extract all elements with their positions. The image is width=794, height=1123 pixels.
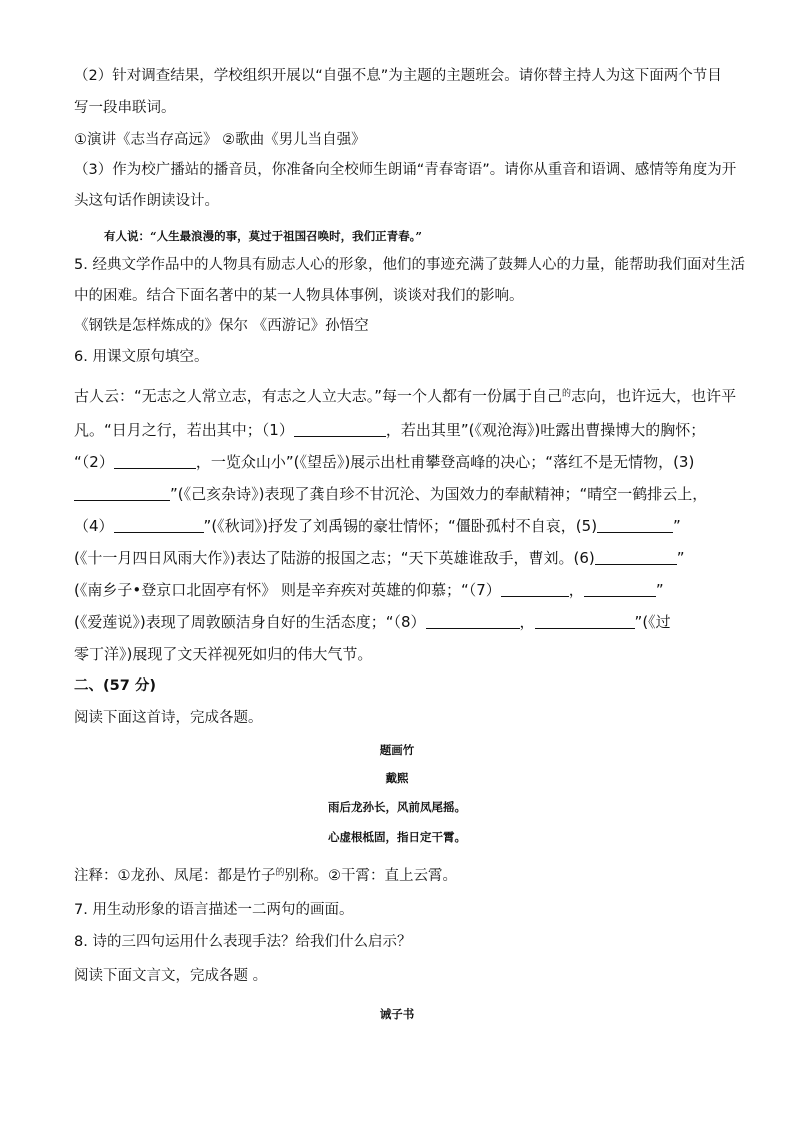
poem-line-2: 心虚根柢固，指日定干霄。 [328,830,466,844]
q6-line7-text-c: ” [655,581,664,599]
q6-line7-text-b: ， [568,581,584,599]
blank-2[interactable] [114,454,196,469]
q4-part2-line2: 写一段串联词。 [74,100,176,116]
blank-5[interactable] [597,518,673,533]
q6-line2-text-a: 凡。“日月之行，若出其中；（1） [74,421,294,439]
q6-line4 [74,484,707,504]
poem-title: 题画竹 [379,743,415,757]
q6-line9: 零丁洋》)展现了文天祥视死如归的伟大气节。 [74,645,373,663]
blank-6[interactable] [595,550,677,565]
q4-part3-line1: （3）作为校广播站的播音员，你准备向全校师生朗诵“青春寄语”。请你从重音和语调、感情等角度为开 [74,162,737,178]
q6-line5-text-b: ”(《秋词》)抒发了刘禹锡的豪壮情怀；“僵卧孤村不自哀，(5) [203,517,598,535]
q6-line5-text-c: ” [673,517,681,535]
blank-3[interactable] [74,486,170,501]
section-2-heading: 二、(57 分) [74,678,156,694]
section-2-intro: 阅读下面这首诗，完成各题。 [74,710,263,726]
blank-7b[interactable] [584,582,656,597]
q6-line2 [74,420,705,440]
q6-line1 [74,386,736,409]
q4-part3-line2: 头这句话作朗读设计。 [74,193,219,209]
q4-part2-line1: （2）针对调查结果，学校组织开展以“自强不息”为主题的主题班会。请你替主持人为这下面两个节目 [74,68,722,84]
q6-line8-text-b: ， [519,613,535,631]
blank-1[interactable] [294,422,386,437]
q4-programs: ①演讲《志当存高远》 ②歌曲《男儿当自强》 [74,132,366,148]
poem-note-text-b: 别称。②干霄：直上云霄。 [284,868,458,884]
poem-note-sup: 的 [275,868,285,878]
q6-line3-text-b: ，一览众山小”(《望岳》)展示出杜甫攀登高峰的决心；“落红不是无情物，(3) [195,453,695,471]
q5-books: 《钢铁是怎样炼成的》保尔 《西游记》孙悟空 [74,318,369,334]
q6-line4-text-b: ”(《己亥杂诗》)表现了龚自珍不甘沉沦、为国效力的奉献精神；“晴空一鹤排云上， [170,485,708,503]
q6-line6 [74,548,685,568]
poem-line-1: 雨后龙孙长，风前凤尾摇。 [328,800,466,814]
blank-8a[interactable] [426,614,520,629]
blank-8b[interactable] [535,614,635,629]
wenyan-intro: 阅读下面文言文，完成各题 。 [74,968,268,984]
q4-quote: 有人说：“人生最浪漫的事，莫过于祖国召唤时，我们正青春。” [104,229,422,243]
q5-line1: 5. 经典文学作品中的人物具有励志人心的形象，他们的事迹充满了鼓舞人心的力量，能帮助我们面对生活 [74,257,745,273]
poem-note [74,866,457,888]
q6-line8 [74,612,671,632]
q6-line3-text-a: “（2） [74,453,114,471]
q6-line1-text-a: 古人云：“无志之人常立志，有志之人立大志。”每一个人都有一份属于自己 [74,387,563,405]
q6-line8-text-a: (《爱莲说》)表现了周敦颐洁身自好的生活态度；“（8） [74,613,426,631]
q5-line2: 中的困难。结合下面名著中的某一人物具体事例，谈谈对我们的影响。 [74,288,524,304]
q6-line5-text-a: （4） [74,517,114,535]
q6-line7-text-a: (《南乡子•登京口北固亭有怀》 则是辛弃疾对英雄的仰慕；“（7） [74,581,501,599]
q6-line1-text-b: 志向，也许远大，也许平 [571,387,737,405]
blank-4[interactable] [114,518,204,533]
q6-line1-sup: 的 [562,389,572,399]
q7: 7. 用生动形象的语言描述一二两句的画面。 [74,902,354,918]
wenyan-title: 诫子书 [379,1007,415,1021]
q8: 8. 诗的三四句运用什么表现手法？给我们什么启示？ [74,934,412,950]
q6-line6-text-b: ” [676,549,685,567]
q6-line5 [74,516,681,536]
q6-line2-text-b: ，若出其里”(《观沧海》)吐露出曹操博大的胸怀； [385,421,706,439]
blank-7a[interactable] [501,582,569,597]
q6-line7 [74,580,664,600]
q6-title: 6. 用课文原句填空。 [74,349,209,365]
q6-line3 [74,452,694,472]
poem-note-text-a: 注释：①龙孙、凤尾：都是竹子 [74,868,276,884]
q6-line6-text-a: (《十一月四日风雨大作》)表达了陆游的报国之志；“天下英雄谁敌手，曹刘。(6) [74,549,595,567]
q6-line8-text-c: ”(《过 [634,613,671,631]
poem-author: 戴熙 [385,771,409,785]
